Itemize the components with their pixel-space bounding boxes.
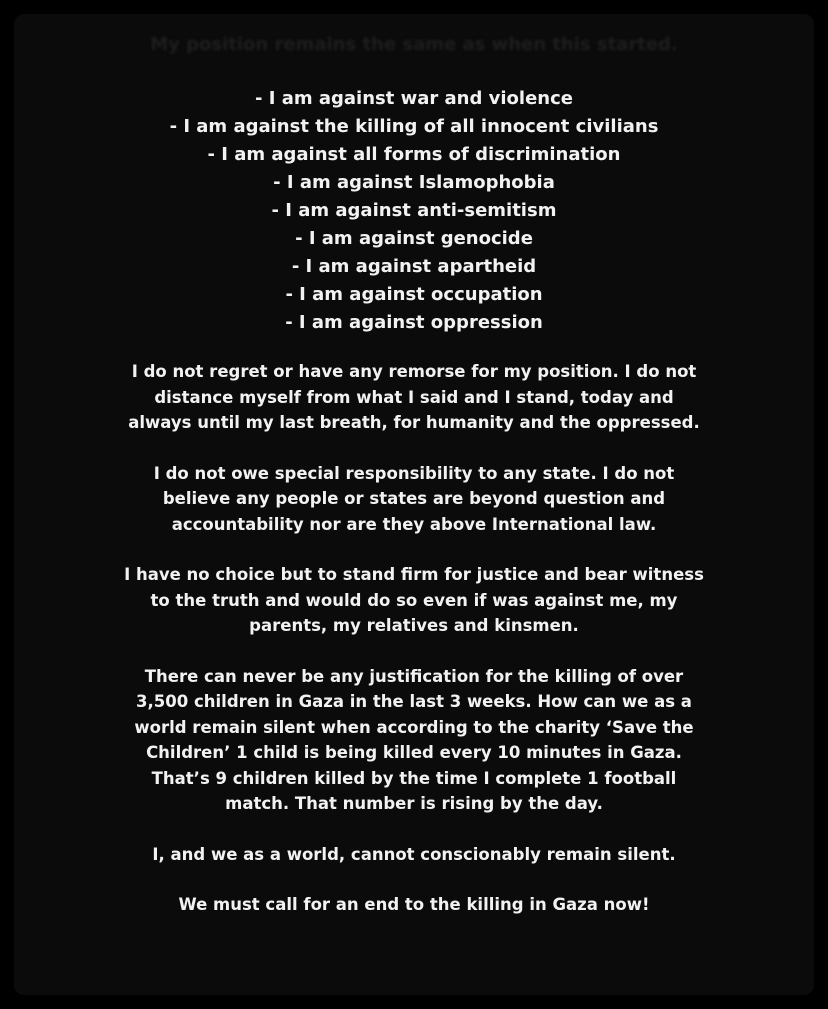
statement-content — [14, 85, 814, 918]
stance-item: - I am against occupation — [285, 284, 543, 305]
paragraph-line: distance myself from what I said and I stand, today and — [154, 387, 674, 407]
faded-heading: My position remains the same as when this started. — [150, 34, 678, 55]
paragraph-no-regret — [14, 359, 814, 436]
stance-item: - I am against genocide — [295, 228, 533, 249]
paragraph-line: to the truth and would do so even if was against me, my — [150, 590, 678, 610]
paragraph-line: That’s 9 children killed by the time I complete 1 football — [151, 768, 677, 788]
paragraph-line: world remain silent when according to the charity ‘Save the — [134, 717, 694, 737]
paragraph-call-to-action — [14, 892, 814, 918]
paragraph-line: I do not owe special responsibility to any state. I do not — [153, 463, 675, 483]
paragraph-justice — [14, 562, 814, 639]
paragraph-silence — [14, 842, 814, 868]
paragraph-line: I do not regret or have any remorse for my position. I do not — [131, 362, 697, 381]
stance-item: - I am against oppression — [285, 312, 543, 333]
paragraph-gaza-children — [14, 664, 814, 817]
stance-item: - I am against Islamophobia — [273, 172, 555, 193]
paragraph-line: accountability nor are they above International law. — [171, 514, 657, 534]
stance-item: - I am against the killing of all innocent civilians — [169, 116, 659, 137]
paragraph-responsibility — [14, 461, 814, 538]
paragraph-line: I have no choice but to stand firm for justice and bear witness — [124, 565, 704, 584]
stance-item: - I am against apartheid — [291, 256, 537, 277]
paragraph-line: match. That number is rising by the day. — [225, 794, 603, 813]
stance-item: - I am against all forms of discrimination — [207, 144, 621, 165]
statement-panel — [14, 14, 814, 995]
paragraph-line: always until my last breath, for humanity and the oppressed. — [128, 413, 700, 432]
paragraph-line: There can never be any justification for the killing of over — [144, 666, 684, 686]
paragraph-line: parents, my relatives and kinsmen. — [249, 616, 579, 635]
paragraph-line: 3,500 children in Gaza in the last 3 weeks. How can we as a — [136, 692, 692, 711]
paragraph-line: believe any people or states are beyond question and — [162, 489, 666, 508]
paragraph-line: Children’ 1 child is being killed every 10 minutes in Gaza. — [146, 743, 682, 762]
paragraph-line: We must call for an end to the killing in Gaza now! — [178, 895, 650, 914]
stance-item: - I am against anti-semitism — [271, 200, 557, 221]
stance-list — [14, 85, 814, 337]
stance-item: - I am against war and violence — [255, 88, 573, 109]
paragraph-line: I, and we as a world, cannot conscionably remain silent. — [152, 844, 676, 864]
